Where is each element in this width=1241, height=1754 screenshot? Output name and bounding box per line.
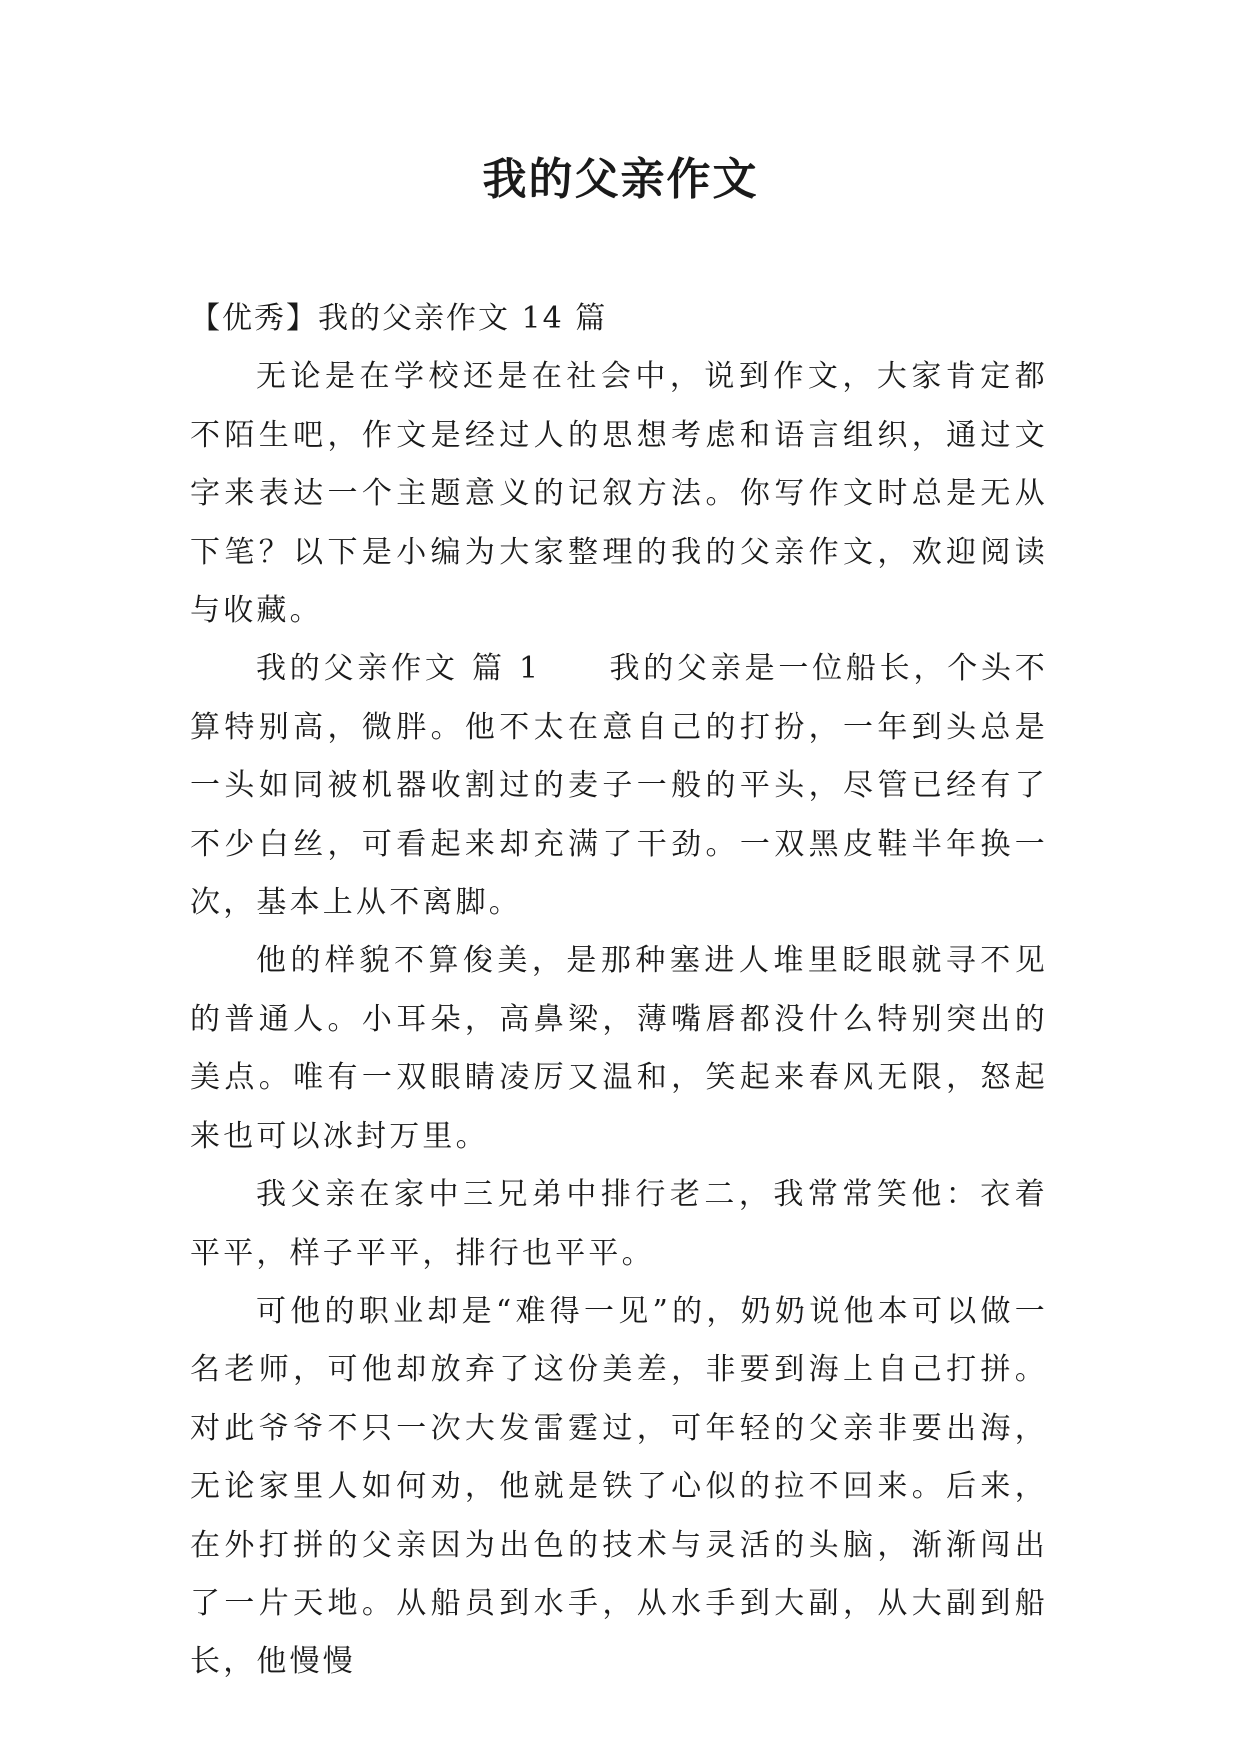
paragraph-essay-1-family-rank: 我父亲在家中三兄弟中排行老二，我常常笑他：衣着平平，样子平平，排行也平平。	[190, 1177, 1048, 1271]
document-body	[190, 290, 1048, 1692]
paragraph-essay-1-appearance: 我的父亲作文 篇 1 我的父亲是一位船长，个头不算特别高，微胖。他不太在意自己的打扮，一年到头总是一头如同被机器收割过的麦子一般的平头，尽管已经有了不少白丝，可看起来却充满了干劲。一双黑皮鞋半年换一次，基本上从不离脚。	[190, 651, 1048, 921]
paragraph-essay-1-looks: 他的样貌不算俊美，是那种塞进人堆里眨眼就寻不见的普通人。小耳朵，高鼻梁，薄嘴唇都没什么特别突出的美点。唯有一双眼睛凌厉又温和，笑起来春风无限，怒起来也可以冰封万里。	[190, 943, 1048, 1154]
document-title: 我的父亲作文	[482, 154, 759, 205]
paragraph-intro: 无论是在学校还是在社会中，说到作文，大家肯定都不陌生吧，作文是经过人的思想考虑和语言组织，通过文字来表达一个主题意义的记叙方法。你写作文时总是无从下笔？以下是小编为大家整理的我的父亲作文，欢迎阅读与收藏。	[190, 359, 1048, 629]
document-subtitle: 【优秀】我的父亲作文 14 篇	[190, 301, 608, 336]
paragraph-essay-1-career: 可他的职业却是“难得一见”的，奶奶说他本可以做一名老师，可他却放弃了这份美差，非要到海上自己打拼。对此爷爷不只一次大发雷霆过，可年轻的父亲非要出海，无论家里人如何劝，他就是铁了心似的拉不回来。后来，在外打拼的父亲因为出色的技术与灵活的头脑，渐渐闯出了一片天地。从船员到水手，从水手到大副，从大副到船长，他慢慢	[190, 1293, 1048, 1680]
